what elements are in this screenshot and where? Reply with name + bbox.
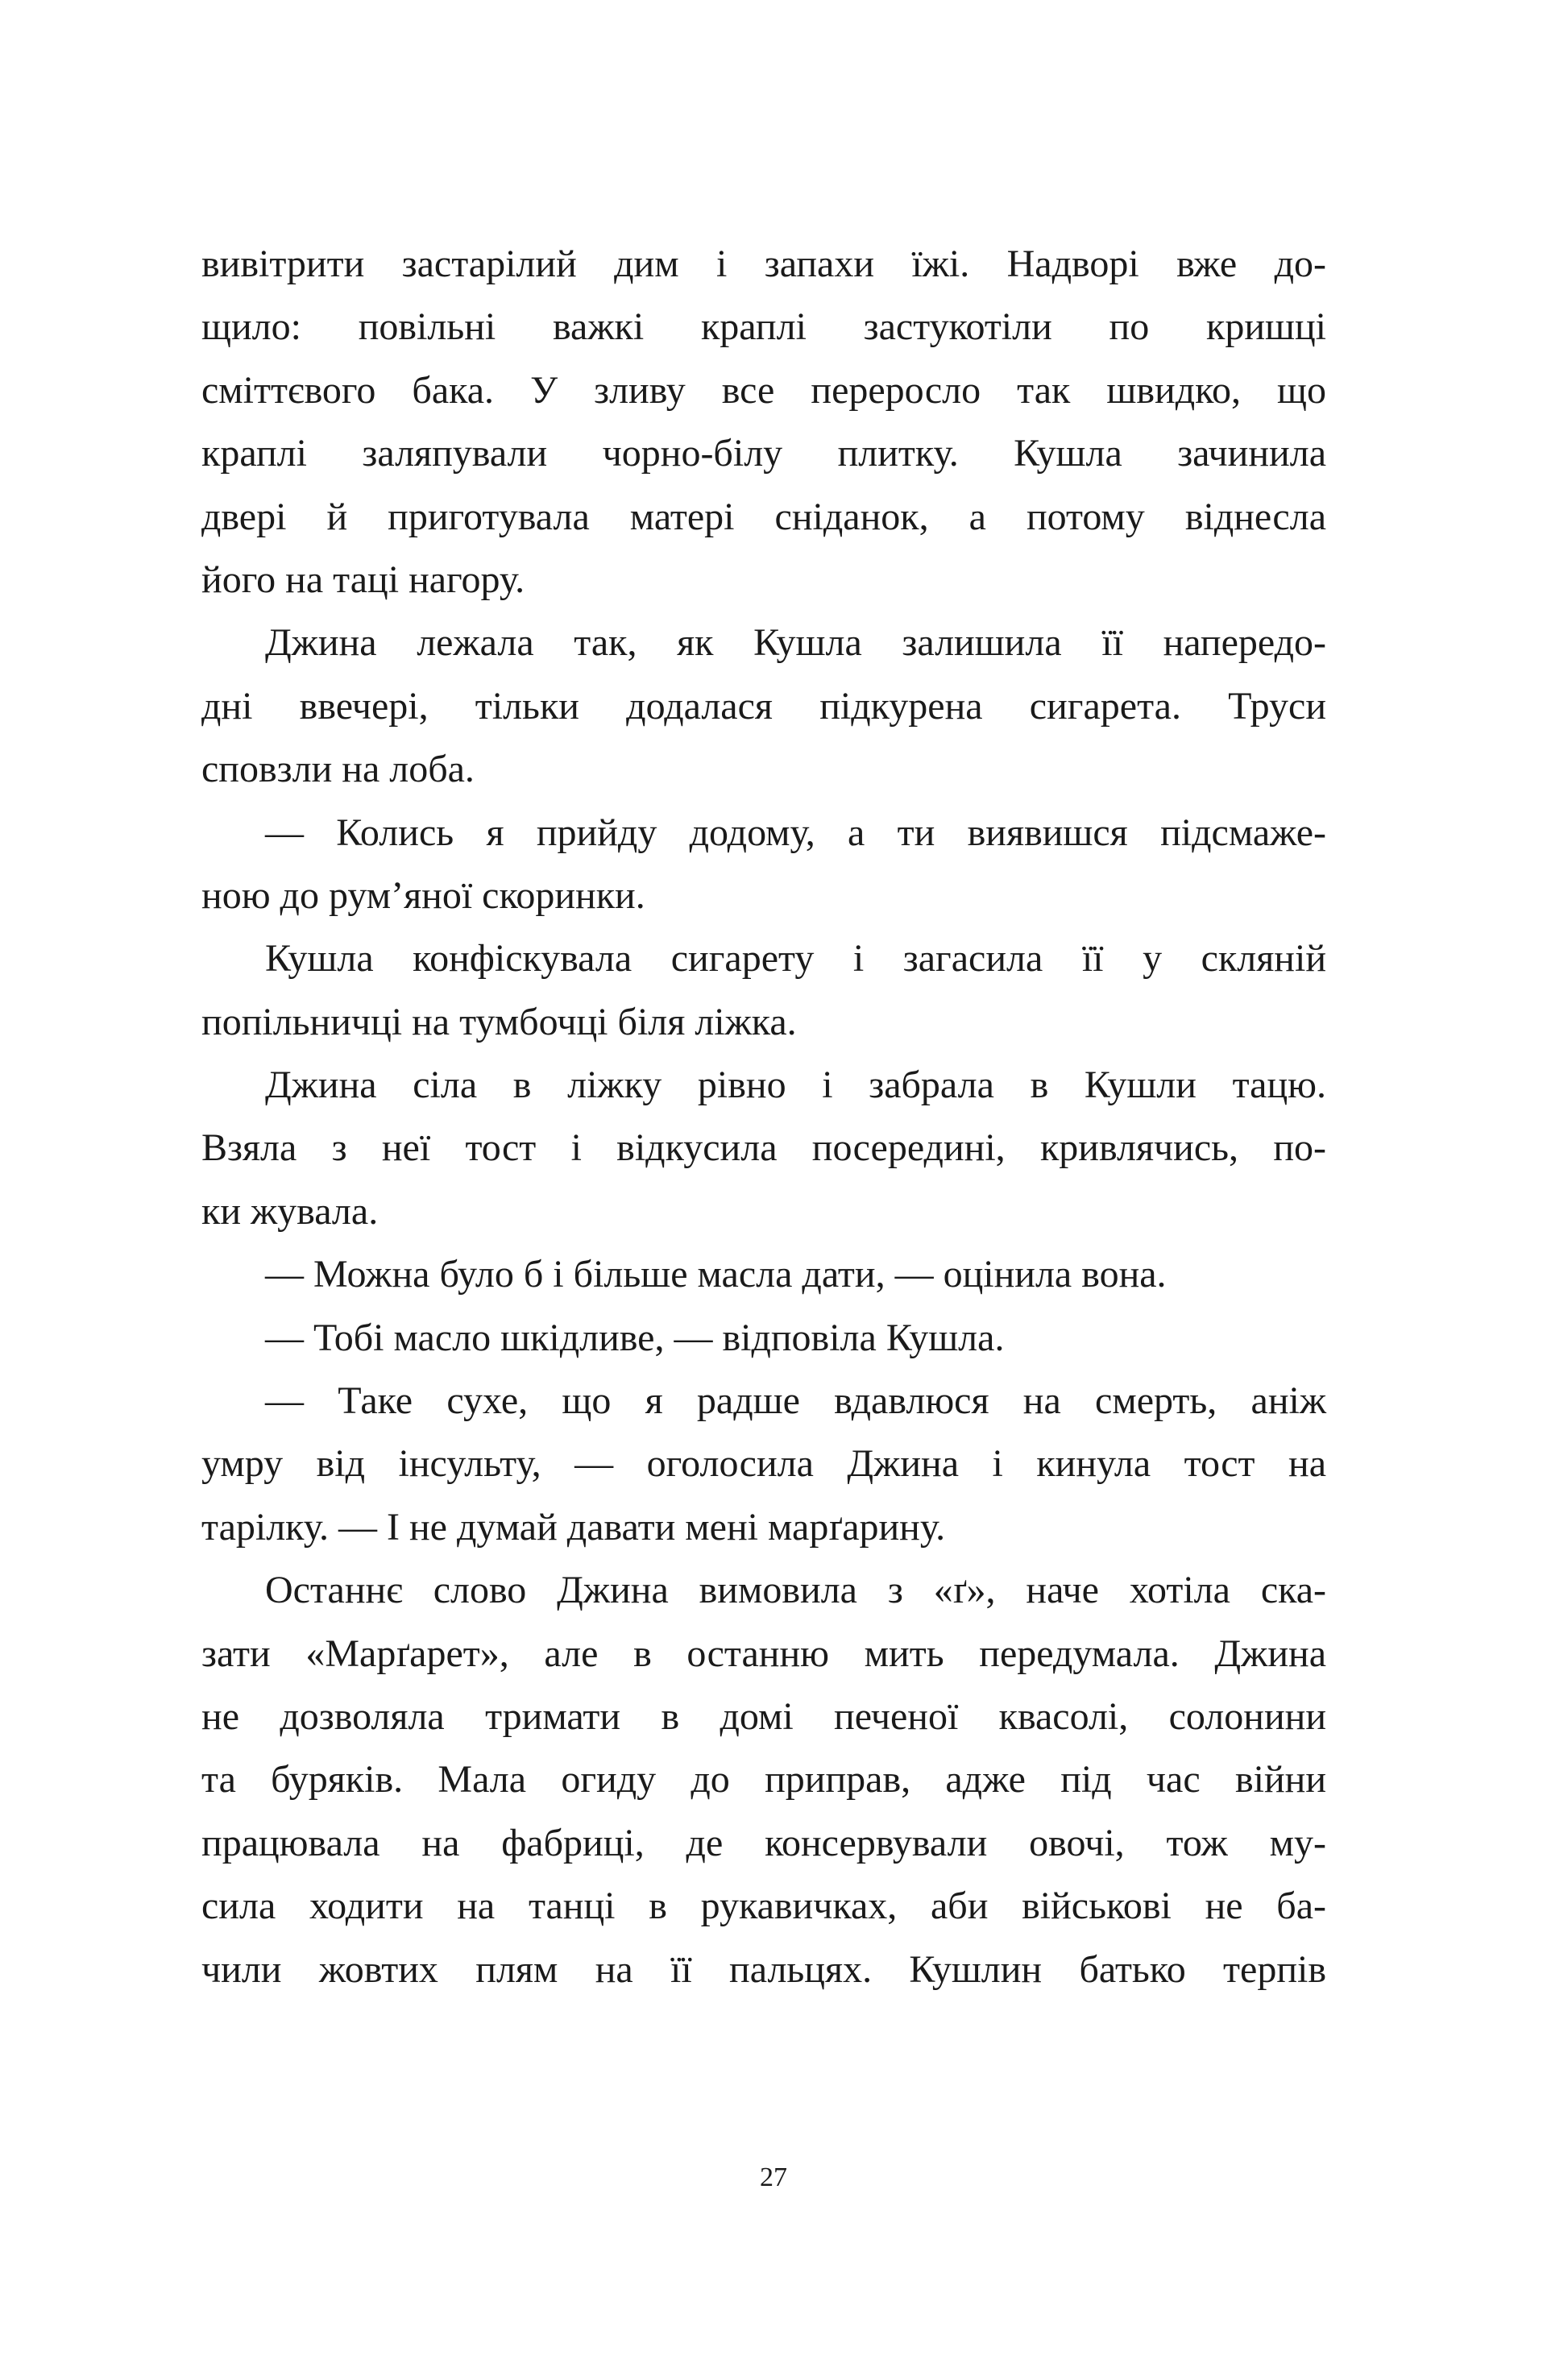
paragraph [201, 233, 1326, 612]
text-line: дні ввечері, тільки додалася підкурена сигарета. Труси [201, 684, 1326, 728]
paragraph [201, 1370, 1326, 1559]
text-line: — Колись я прийду додому, а ти виявишся підсмаже- [265, 811, 1326, 854]
text-line: — Таке сухе, що я радше вдавлюся на смерть, аніж [265, 1379, 1326, 1423]
body-text [201, 233, 1326, 2001]
paragraph [201, 802, 1326, 928]
text-line: Кушла конфіскувала сигарету і загасила її у скляній [265, 937, 1326, 981]
text-line: Джина сіла в ліжку рівно і забрала в Кушли тацю. [265, 1064, 1326, 1107]
text-line: — Можна було б і більше масла дати, — оцінила вона. [265, 1253, 1167, 1296]
paragraph [201, 1307, 1326, 1370]
text-line: та буряків. Мала огиду до приправ, адже під час війни [201, 1758, 1326, 1802]
paragraph [201, 927, 1326, 1054]
text-line: зати «Марґарет», але в останню мить передумала. Джина [201, 1632, 1326, 1675]
paragraph [201, 612, 1326, 801]
paragraph [201, 1243, 1326, 1306]
text-line: краплі заляпували чорно-білу плитку. Кушла зачинила [201, 432, 1326, 475]
text-line: чили жовтих плям на її пальцях. Кушлин батько терпів [201, 1947, 1326, 1991]
text-line: Взяла з неї тост і відкусила посередині, кривлячись, по- [201, 1126, 1326, 1170]
text-line: двері й приготувала матері сніданок, а потому віднесла [201, 495, 1326, 538]
page-number: 27 [760, 2162, 787, 2192]
paragraph [201, 1559, 1326, 2001]
text-line: щило: повільні важкі краплі застукотіли по кришці [201, 305, 1326, 349]
paragraph [201, 1054, 1326, 1243]
text-line: — Тобі масло шкідливе, — відповіла Кушла. [265, 1316, 1005, 1359]
text-line: вивітрити застарілий дим і запахи їжі. Надворі вже до- [201, 243, 1326, 285]
text-line: попільничці на тумбочці біля ліжка. [201, 1000, 797, 1043]
text-line: його на таці нагору. [201, 558, 525, 601]
text-line: сміттєвого бака. У зливу все переросло так швидко, що [201, 368, 1326, 412]
text-line: тарілку. — І не думай давати мені марґарину. [201, 1505, 946, 1549]
text-line: Джина лежала так, як Кушла залишила її напередо- [265, 621, 1326, 665]
text-line: ки жувала. [201, 1189, 379, 1233]
text-line: сповзли на лоба. [201, 748, 475, 791]
text-line: ною до рум’яної скоринки. [201, 873, 645, 917]
text-line: не дозволяла тримати в домі печеної квасолі, солонини [201, 1694, 1326, 1738]
text-line: працювала на фабриці, де консервували овочі, тож му- [201, 1821, 1326, 1864]
text-line: Останнє слово Джина вимовила з «ґ», наче хотіла ска- [265, 1569, 1326, 1612]
text-line: умру від інсульту, — оголосила Джина і кинула тост на [201, 1442, 1326, 1486]
text-line: сила ходити на танці в рукавичках, аби військові не ба- [201, 1885, 1326, 1928]
